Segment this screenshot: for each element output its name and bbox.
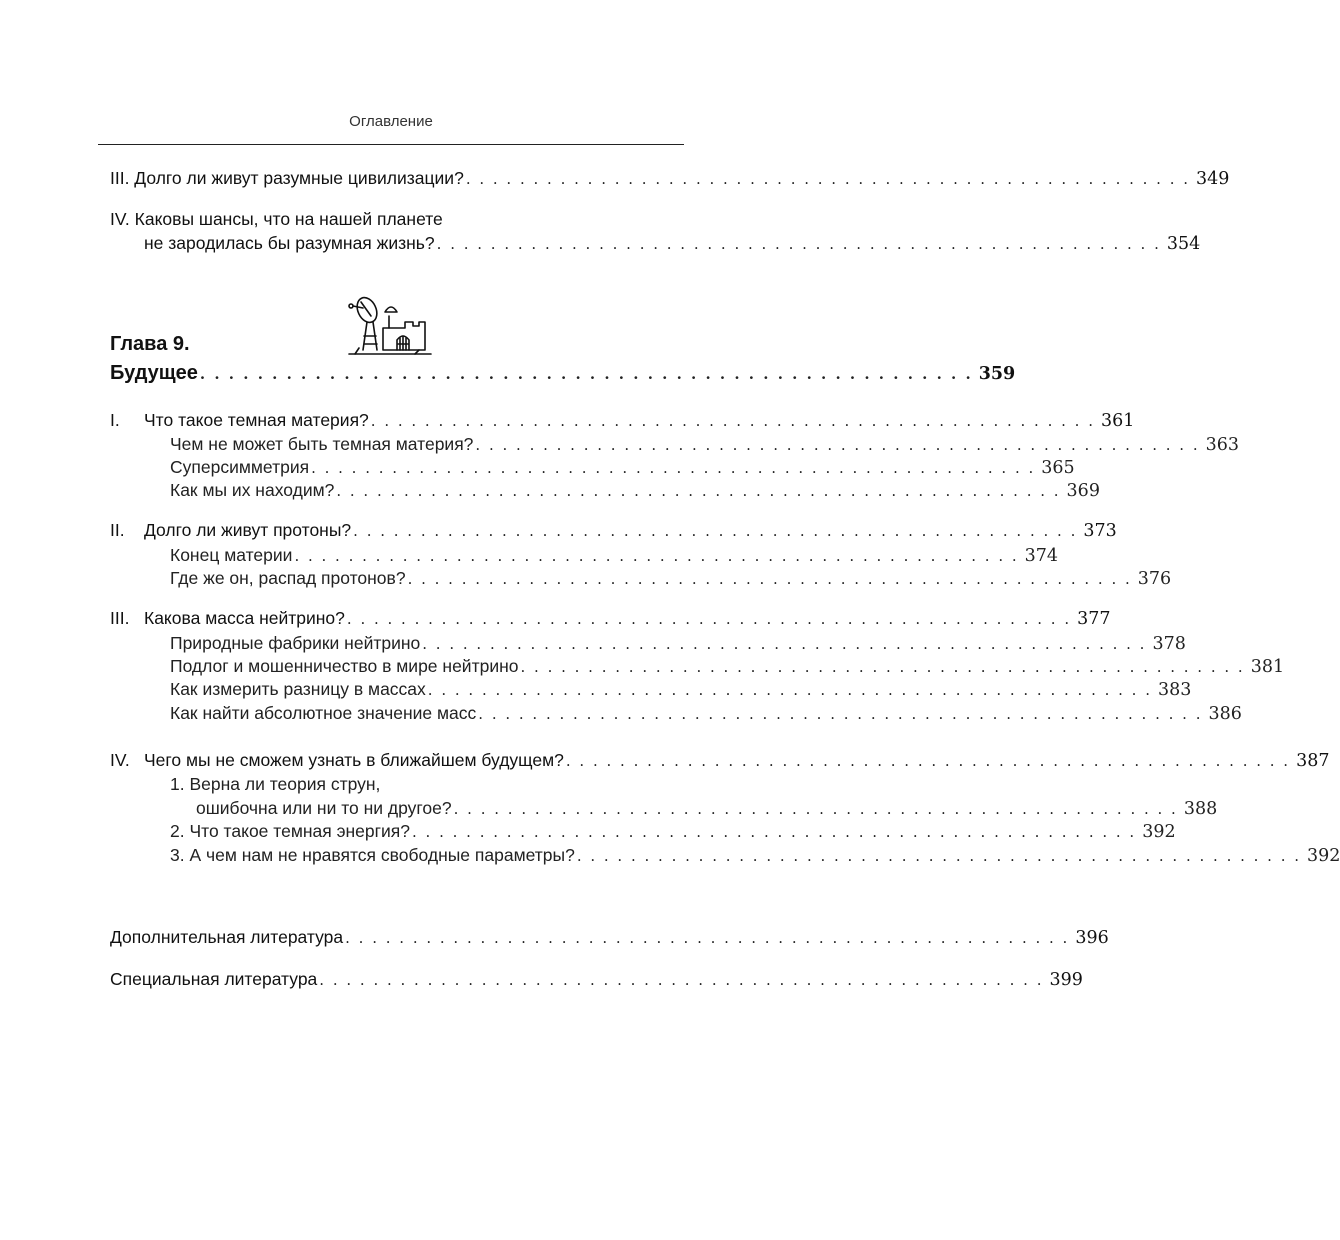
subsection-page: 392 — [1307, 846, 1340, 866]
toc-subsection[interactable] — [170, 843, 1340, 867]
toc-subsection[interactable] — [170, 631, 1186, 655]
subsection-page: 378 — [1152, 634, 1186, 654]
toc-subsection[interactable] — [170, 654, 1285, 678]
leader-dots: . . . . . . . . . . . . . . . . . . . . . . . . . . . . . . . . . . . . . . . . . . . . . . . . . . . . . . — [453, 800, 1178, 818]
leader-dots: . . . . . . . . . . . . . . . . . . . . . . . . . . . . . . . . . . . . . . . . . . . . . . . . . . . . . . — [345, 929, 1070, 947]
section-page: 373 — [1083, 521, 1117, 541]
subsection-page: 386 — [1208, 704, 1242, 724]
subsection-page: 365 — [1041, 458, 1075, 478]
chapter-page: 359 — [978, 364, 1016, 384]
leader-dots: . . . . . . . . . . . . . . . . . . . . . . . . . . . . . . . . . . . . . . . . . . . . . . . . . . . . . . — [407, 570, 1132, 588]
leader-dots: . . . . . . . . . . . . . . . . . . . . . . . . . . . . . . . . . . . . . . . . . . . . . . . . . . . . . . — [520, 658, 1245, 676]
toc-subsection[interactable] — [196, 796, 1218, 820]
leader-dots: . . . . . . . . . . . . . . . . . . . . . . . . . . . . . . . . . . . . . . . . . . . . . . . . . . . . . . — [478, 705, 1203, 723]
toc-section[interactable] — [144, 518, 1117, 542]
leader-dots: . . . . . . . . . . . . . . . . . . . . . . . . . . . . . . . . . . . . . . . . . . . . . . . . . . . . . . — [465, 170, 1191, 188]
subsection-page: 374 — [1024, 546, 1059, 566]
toc-entry[interactable] — [110, 925, 1109, 949]
toc-subsection[interactable] — [170, 566, 1172, 590]
section-number: IV. — [110, 750, 130, 770]
header-rule — [98, 144, 684, 145]
leader-dots: . . . . . . . . . . . . . . . . . . . . . . . . . . . . . . . . . . . . . . . . . . . . . . . . . . . . . . — [576, 847, 1302, 865]
subsection-title: Где же он, распад протонов? — [170, 568, 406, 588]
chapter-title: Будущее — [110, 362, 198, 384]
leader-dots: . . . . . . . . . . . . . . . . . . . . . . . . . . . . . . . . . . . . . . . . . . . . . . . . . . . . . . — [475, 436, 1200, 454]
leader-dots: . . . . . . . . . . . . . . . . . . . . . . . . . . . . . . . . . . . . . . . . . . . . . . . . . . . . . . — [336, 482, 1061, 500]
chapter-label: Глава 9. — [110, 333, 190, 355]
leader-dots: . . . . . . . . . . . . . . . . . . . . . . . . . . . . . . . . . . . . . . . . . . . . . . . . . . . . . . — [199, 365, 973, 383]
subsection-page: 363 — [1205, 435, 1240, 455]
toc-subsection[interactable] — [170, 455, 1075, 479]
toc-section[interactable] — [144, 606, 1111, 630]
subsection-title: Как измерить разницу в массах — [170, 679, 426, 699]
leader-dots: . . . . . . . . . . . . . . . . . . . . . . . . . . . . . . . . . . . . . . . . . . . . . . . . . . . . . . — [294, 547, 1019, 565]
toc-entry-page: 354 — [1166, 234, 1201, 254]
leader-dots: . . . . . . . . . . . . . . . . . . . . . . . . . . . . . . . . . . . . . . . . . . . . . . . . . . . . . . — [311, 459, 1036, 477]
satellite-dish-drawing-icon — [345, 292, 435, 358]
leader-dots: . . . . . . . . . . . . . . . . . . . . . . . . . . . . . . . . . . . . . . . . . . . . . . . . . . . . . . — [422, 635, 1147, 653]
subsection-title: Подлог и мошенничество в мире нейтрино — [170, 656, 519, 676]
section-title: Долго ли живут протоны? — [144, 520, 352, 540]
subsection-title: ошибочна или ни то ни другое? — [196, 798, 452, 818]
subsection-title: Как мы их находим? — [170, 480, 335, 500]
toc-subsection[interactable] — [170, 432, 1240, 456]
leader-dots: . . . . . . . . . . . . . . . . . . . . . . . . . . . . . . . . . . . . . . . . . . . . . . . . . . . . . . — [412, 823, 1137, 841]
subsection-page: 388 — [1183, 799, 1218, 819]
toc-entry-title: Специальная литература — [110, 969, 318, 989]
subsection-title-line1: 1. Верна ли теория струн, — [170, 774, 381, 794]
subsection-page: 383 — [1157, 680, 1192, 700]
toc-entry-title: III. Долго ли живут разумные цивилизации? — [110, 168, 464, 188]
section-page: 361 — [1100, 411, 1135, 431]
toc-entry-page: 399 — [1049, 970, 1083, 990]
subsection-title: 3. А чем нам не нравятся свободные параметры? — [170, 845, 575, 865]
leader-dots: . . . . . . . . . . . . . . . . . . . . . . . . . . . . . . . . . . . . . . . . . . . . . . . . . . . . . . — [436, 235, 1161, 253]
toc-section[interactable] — [144, 748, 1330, 772]
subsection-page: 392 — [1142, 822, 1176, 842]
toc-entry-title: Дополнительная литература — [110, 927, 344, 947]
toc-subsection[interactable] — [170, 819, 1176, 843]
subsection-title: Конец материи — [170, 545, 293, 565]
leader-dots: . . . . . . . . . . . . . . . . . . . . . . . . . . . . . . . . . . . . . . . . . . . . . . . . . . . . . . — [565, 752, 1291, 770]
subsection-page: 369 — [1066, 481, 1100, 501]
subsection-title: Как найти абсолютное значение масс — [170, 703, 477, 723]
section-title: Чего мы не сможем узнать в ближайшем будущем? — [144, 750, 564, 770]
toc-entry-page: 396 — [1075, 928, 1109, 948]
subsection-title: Природные фабрики нейтрино — [170, 633, 421, 653]
subsection-page: 376 — [1137, 569, 1172, 589]
toc-entry[interactable] — [110, 967, 1083, 991]
toc-section[interactable] — [144, 408, 1135, 432]
toc-subsection[interactable] — [170, 478, 1100, 502]
toc-subsection[interactable] — [170, 701, 1242, 725]
leader-dots: . . . . . . . . . . . . . . . . . . . . . . . . . . . . . . . . . . . . . . . . . . . . . . . . . . . . . . — [370, 412, 1095, 430]
leader-dots: . . . . . . . . . . . . . . . . . . . . . . . . . . . . . . . . . . . . . . . . . . . . . . . . . . . . . . — [346, 610, 1072, 628]
running-header: Оглавление — [349, 113, 433, 130]
section-number: I. — [110, 410, 120, 430]
subsection-title: 2. Что такое темная энергия? — [170, 821, 411, 841]
section-title: Какова масса нейтрино? — [144, 608, 345, 628]
leader-dots: . . . . . . . . . . . . . . . . . . . . . . . . . . . . . . . . . . . . . . . . . . . . . . . . . . . . . . — [427, 681, 1152, 699]
subsection-title: Суперсимметрия — [170, 457, 310, 477]
toc-subsection[interactable] — [170, 543, 1059, 567]
toc-entry[interactable] — [110, 166, 1230, 190]
toc-entry[interactable] — [144, 231, 1201, 255]
section-page: 387 — [1296, 751, 1330, 771]
toc-entry-title-line1: IV. Каковы шансы, что на нашей планете — [110, 209, 443, 229]
section-page: 377 — [1077, 609, 1111, 629]
leader-dots: . . . . . . . . . . . . . . . . . . . . . . . . . . . . . . . . . . . . . . . . . . . . . . . . . . . . . . — [319, 971, 1044, 989]
section-number: III. — [110, 608, 130, 628]
toc-entry-title: не зародилась бы разумная жизнь? — [144, 233, 435, 253]
toc-entry-page: 349 — [1196, 169, 1230, 189]
subsection-page: 381 — [1250, 657, 1285, 677]
section-title: Что такое темная материя? — [144, 410, 369, 430]
chapter-entry[interactable] — [110, 359, 1016, 387]
leader-dots: . . . . . . . . . . . . . . . . . . . . . . . . . . . . . . . . . . . . . . . . . . . . . . . . . . . . . . — [353, 522, 1078, 540]
toc-subsection[interactable] — [170, 677, 1192, 701]
section-number: II. — [110, 520, 125, 540]
subsection-title: Чем не может быть темная материя? — [170, 434, 474, 454]
